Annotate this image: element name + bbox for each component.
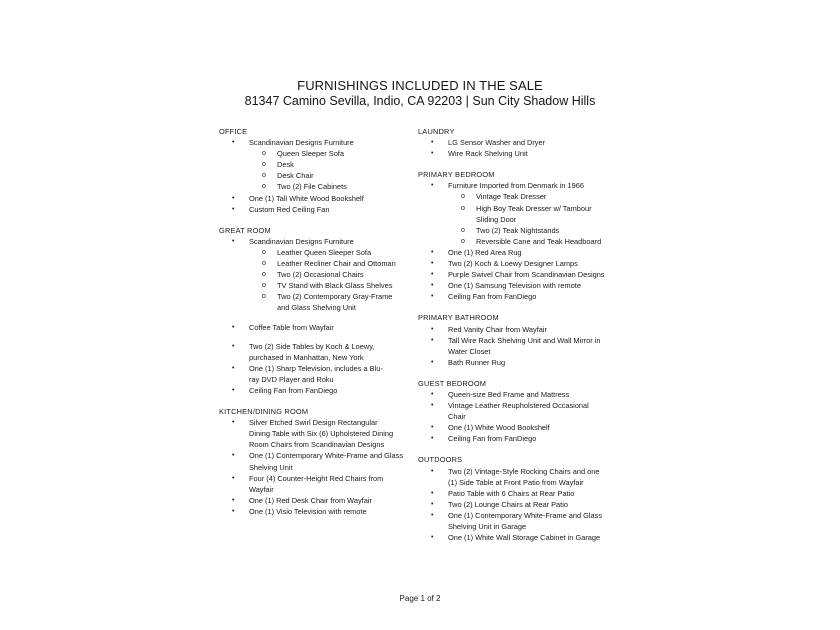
sub-bullet-icon: o [262, 248, 266, 256]
document-title: FURNISHINGS INCLUDED IN THE SALE [297, 78, 543, 93]
section-title: GUEST BEDROOM [418, 378, 487, 388]
list-item: • One (1) White Wood Bookshelf [431, 423, 550, 433]
property-address: 81347 Camino Sevilla, Indio, CA 92203 | Sun City Shadow Hills [244, 94, 596, 108]
bullet-icon: • [232, 452, 235, 460]
section-primary-bathroom [418, 312, 618, 367]
list-item: • Two (2) Side Tables by Koch & Loewy, purchased in Manhattan, New York [232, 341, 375, 362]
list-item: • Two (2) Lounge Chairs at Rear Patio [431, 499, 568, 509]
list-item: • Custom Red Ceiling Fan [232, 204, 330, 214]
list-item: • Coffee Table from Wayfair [232, 322, 334, 332]
list-item: • One (1) Visio Television with remote [232, 506, 367, 516]
item-list [418, 137, 618, 159]
bullet-icon: • [431, 336, 434, 344]
list-item: • Patio Table with 6 Chairs at Rear Patio [431, 488, 575, 498]
list-item: • Ceiling Fan from FanDiego [232, 385, 338, 395]
bullet-icon: • [232, 139, 235, 147]
list-item: • One (1) Contemporary White-Frame and Glass Shelving Unit [232, 451, 404, 472]
bullet-icon: • [431, 248, 434, 256]
list-subitem: o Desk Chair [262, 171, 314, 181]
list-item: • Ceiling Fan from FanDiego [431, 292, 537, 302]
section-laundry [418, 126, 618, 159]
list-subitem: o Desk [262, 160, 294, 170]
bullet-icon: • [431, 500, 434, 508]
sub-bullet-icon: o [262, 161, 266, 169]
item-list [219, 236, 419, 396]
list-item: • Wire Rack Shelving Unit [431, 149, 528, 159]
bullet-icon: • [431, 511, 434, 519]
list-subitem: o Vintage Teak Dresser [461, 192, 547, 202]
bullet-icon: • [232, 474, 235, 482]
list-subitem: o Leather Queen Sleeper Sofa [262, 247, 372, 257]
bullet-icon: • [431, 293, 434, 301]
list-item: • Silver Etched Swirl Design Rectangular Dining Table with Six (6) Upholstered Dining Room Chairs from Scandinavian Designs [232, 418, 394, 450]
bullet-icon: • [232, 323, 235, 331]
list-item: • One (1) Samsung Television with remote [431, 281, 581, 291]
list-item: • Vintage Leather Reupholstered Occasional Chair [431, 401, 589, 422]
bullet-icon: • [431, 358, 434, 366]
bullet-icon: • [431, 424, 434, 432]
bullet-icon: • [431, 402, 434, 410]
list-item: • One (1) White Wall Storage Cabinet in Garage [431, 533, 601, 543]
sub-bullet-icon: o [262, 183, 266, 191]
list-subitem: o Leather Recliner Chair and Ottoman [262, 259, 396, 269]
item-list [418, 180, 618, 302]
section-title: OFFICE [219, 127, 248, 136]
list-item: • One (1) Red Area Rug [431, 247, 522, 257]
section-kitchen-dining [219, 406, 419, 517]
section-title: PRIMARY BATHROOM [418, 313, 499, 323]
list-subitem: o Two (2) File Cabinets [262, 182, 347, 192]
item-list [219, 137, 419, 215]
bullet-icon: • [431, 534, 434, 542]
sub-bullet-icon: o [461, 204, 465, 212]
sub-bullet-icon: o [461, 237, 465, 245]
sub-bullet-icon: o [262, 150, 266, 158]
bullet-icon: • [232, 507, 235, 515]
list-item: • LG Sensor Washer and Dryer [431, 138, 546, 148]
bullet-icon: • [431, 489, 434, 497]
section-title: PRIMARY BEDROOM [418, 170, 495, 180]
list-item: • One (1) Contemporary White-Frame and Glass Shelving Unit in Garage [431, 510, 603, 531]
list-subitem: o TV Stand with Black Glass Shelves [262, 281, 393, 291]
bullet-icon: • [431, 325, 434, 333]
bullet-icon: • [431, 390, 434, 398]
section-guest-bedroom [418, 378, 618, 445]
list-item: • Ceiling Fan from FanDiego [431, 434, 537, 444]
section-title: KITCHEN/DINING ROOM [219, 407, 309, 417]
right-column [418, 126, 618, 549]
item-list [219, 417, 419, 517]
bullet-icon: • [431, 282, 434, 290]
list-item: • Scandinavian Designs Furniture [232, 138, 354, 148]
bullet-icon: • [232, 419, 235, 427]
list-subitem: o Reversible Cane and Teak Headboard [461, 236, 602, 246]
list-subitem: o Two (2) Occasional Chairs [262, 270, 364, 280]
bullet-icon: • [232, 364, 235, 372]
bullet-icon: • [431, 435, 434, 443]
list-subitem: o Two (2) Teak Nightstands [461, 225, 560, 235]
page-number: Page 1 of 2 [399, 594, 441, 603]
item-list [418, 324, 618, 368]
list-item: • One (1) Tall White Wood Bookshelf [232, 193, 364, 203]
left-column [219, 126, 419, 523]
sub-bullet-icon: o [262, 260, 266, 268]
section-primary-bedroom [418, 169, 618, 302]
sub-bullet-icon: o [262, 271, 266, 279]
section-title: OUTDOORS [418, 455, 463, 465]
bullet-icon: • [232, 237, 235, 245]
item-list [418, 389, 618, 444]
bullet-icon: • [431, 467, 434, 475]
list-item: • Queen-size Bed Frame and Mattress [431, 389, 570, 399]
list-item: • Red Vanity Chair from Wayfair [431, 324, 547, 334]
sub-bullet-icon: o [461, 193, 465, 201]
list-item: • Scandinavian Designs Furniture [232, 236, 354, 246]
sub-bullet-icon: o [262, 282, 266, 290]
bullet-icon: • [431, 182, 434, 190]
list-item: • Furniture Imported from Denmark in 1966 [431, 181, 584, 191]
section-outdoors [418, 454, 618, 543]
list-subitem: o Queen Sleeper Sofa [262, 149, 344, 159]
sub-bullet-icon: o [262, 172, 266, 180]
bullet-icon: • [431, 260, 434, 268]
list-item: • Purple Swivel Chair from Scandinavian Designs [431, 270, 605, 280]
sub-bullet-icon: o [262, 293, 266, 301]
list-item: • One (1) Sharp Television, includes a Blu-ray DVD Player and Roku [232, 363, 383, 384]
bullet-icon: • [431, 139, 434, 147]
section-great-room [219, 225, 419, 396]
bullet-icon: • [232, 496, 235, 504]
list-item: • Two (2) Koch & Loewy Designer Lamps [431, 259, 578, 269]
bullet-icon: • [431, 271, 434, 279]
section-title: GREAT ROOM [219, 225, 271, 235]
bullet-icon: • [232, 205, 235, 213]
list-item: • Two (2) Vintage-Style Rocking Chairs and one (1) Side Table at Front Patio from Wayfair [431, 466, 600, 487]
list-item: • Tall Wire Rack Shelving Unit and Wall Mirror in Water Closet [431, 335, 601, 356]
list-item: • One (1) Red Desk Chair from Wayfair [232, 495, 372, 505]
list-subitem: o High Boy Teak Dresser w/ Tambour Sliding Door [461, 203, 592, 224]
bullet-icon: • [431, 150, 434, 158]
sub-bullet-icon: o [461, 226, 465, 234]
bullet-icon: • [232, 342, 235, 350]
list-item: • Bath Runner Rug [431, 357, 506, 367]
item-list [418, 466, 618, 544]
list-subitem: o Two (2) Contemporary Gray-Frame and Glass Shelving Unit [262, 292, 393, 313]
bullet-icon: • [232, 386, 235, 394]
list-item: • Four (4) Counter-Height Red Chairs from Wayfair [232, 473, 384, 494]
section-title: LAUNDRY [418, 127, 455, 136]
bullet-icon: • [232, 194, 235, 202]
section-office [219, 126, 419, 215]
